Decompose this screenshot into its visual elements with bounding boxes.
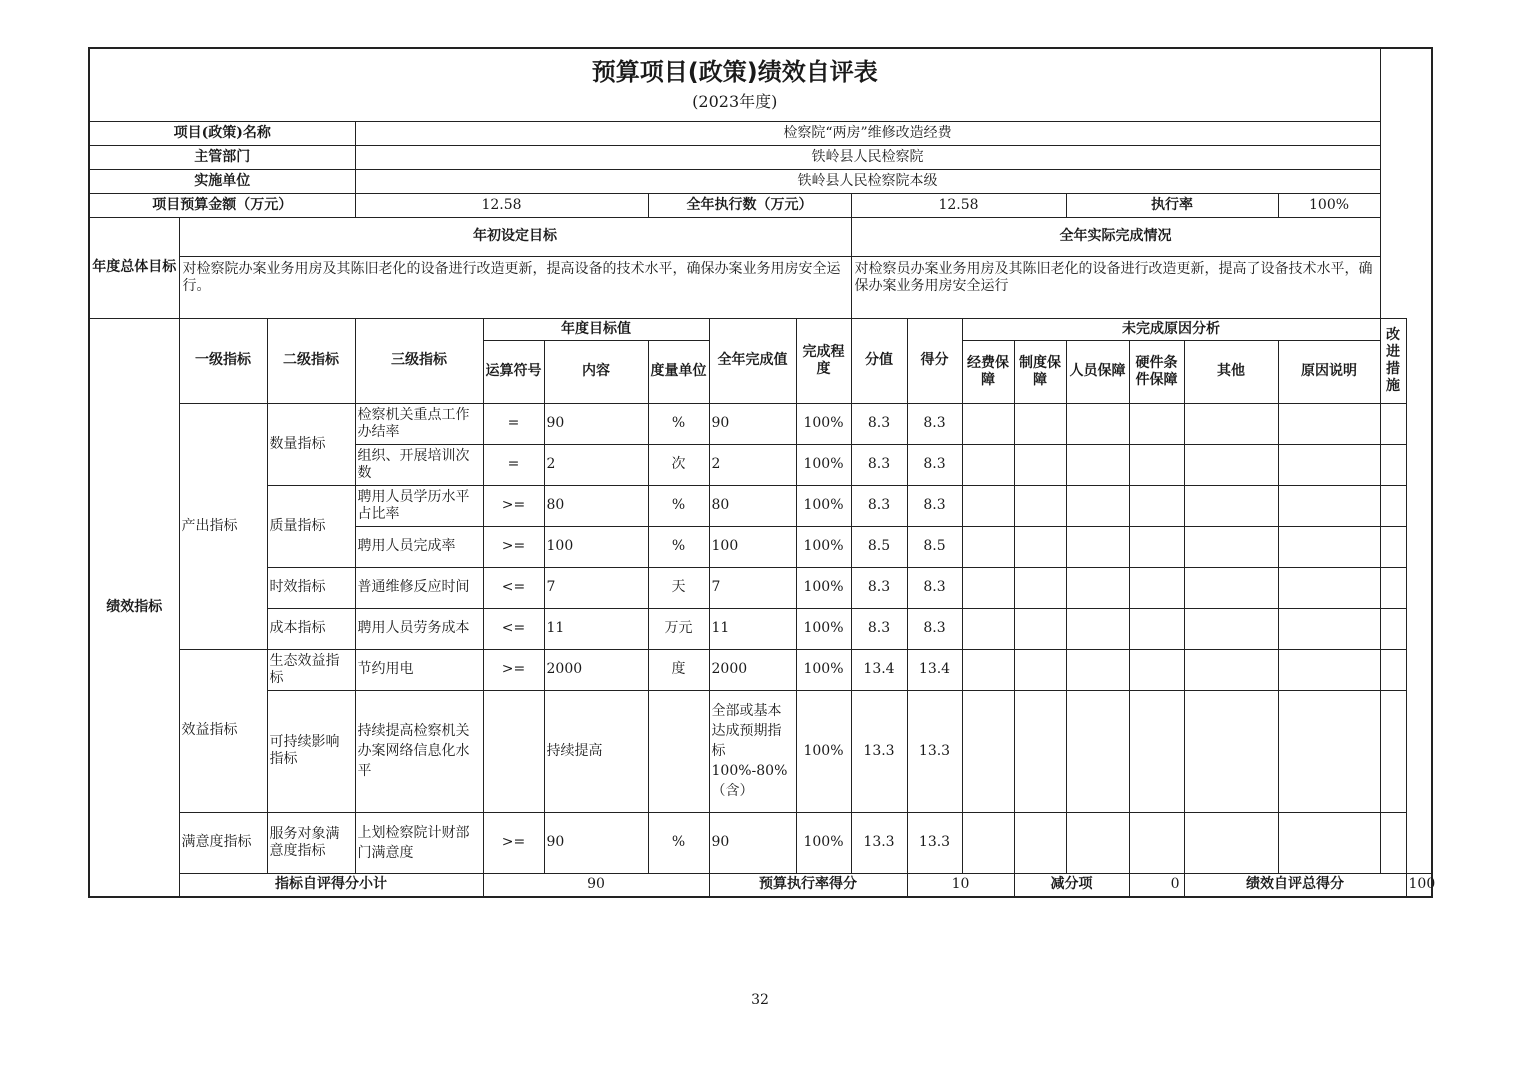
- level3-cell: 持续提高检察机关办案网络信息化水平: [355, 690, 483, 812]
- empty-cell: [1184, 526, 1278, 567]
- exec-label: 全年执行数（万元）: [648, 193, 851, 217]
- empty-cell: [1380, 649, 1406, 690]
- empty-cell: [1066, 485, 1129, 526]
- header-level3: 三级指标: [355, 318, 483, 403]
- score-cell: 8.5: [907, 526, 962, 567]
- initial-goal-text: 对检察院办案业务用房及其陈旧老化的设备进行改造更新，提高设备的技术水平，确保办案业务用房安全运行。: [179, 256, 851, 318]
- score-cell: 13.3: [907, 812, 962, 873]
- actual-cell: 100: [709, 526, 796, 567]
- empty-cell: [1278, 567, 1380, 608]
- empty-cell: [1014, 567, 1066, 608]
- operator-cell: >=: [483, 649, 544, 690]
- initial-goal-label: 年初设定目标: [179, 217, 851, 256]
- operator-cell: >=: [483, 526, 544, 567]
- page-title: 预算项目(政策)绩效自评表: [591, 58, 878, 86]
- content-cell: 80: [544, 485, 648, 526]
- unit-cell: 度: [648, 649, 709, 690]
- score-cell: 8.3: [907, 444, 962, 485]
- completion-cell: 100%: [796, 690, 851, 812]
- completion-cell: 100%: [796, 812, 851, 873]
- dept-value: 铁岭县人民检察院: [355, 145, 1380, 169]
- content-cell: 2000: [544, 649, 648, 690]
- empty-cell: [1014, 690, 1066, 812]
- subtotal-value: 90: [483, 873, 709, 897]
- actual-goal-label: 全年实际完成情况: [851, 217, 1380, 256]
- year-label: (2023年度): [692, 92, 778, 111]
- operator-cell: >=: [483, 485, 544, 526]
- content-cell: 11: [544, 608, 648, 649]
- actual-cell: 90: [709, 812, 796, 873]
- score-cell: 8.3: [907, 485, 962, 526]
- empty-cell: [1380, 812, 1406, 873]
- value-cell: 8.3: [851, 444, 907, 485]
- empty-cell: [1014, 812, 1066, 873]
- empty-cell: [1278, 812, 1380, 873]
- header-reason-group: 未完成原因分析: [962, 318, 1380, 340]
- operator-cell: >=: [483, 812, 544, 873]
- header-unit: 度量单位: [648, 340, 709, 403]
- unit-cell: 万元: [648, 608, 709, 649]
- level2-quality: 质量指标: [267, 485, 355, 567]
- level3-cell: 检察机关重点工作办结率: [355, 403, 483, 444]
- level1-satisfaction: 满意度指标: [179, 812, 267, 873]
- empty-cell: [962, 485, 1014, 526]
- empty-cell: [1278, 485, 1380, 526]
- empty-cell: [1066, 690, 1129, 812]
- empty-cell: [962, 690, 1014, 812]
- value-cell: 13.4: [851, 649, 907, 690]
- unit-cell: 次: [648, 444, 709, 485]
- actual-cell: 7: [709, 567, 796, 608]
- value-cell: 13.3: [851, 690, 907, 812]
- rate-value: 100%: [1278, 193, 1380, 217]
- budget-value: 12.58: [355, 193, 648, 217]
- empty-cell: [1184, 403, 1278, 444]
- level3-cell: 聘用人员学历水平占比率: [355, 485, 483, 526]
- empty-cell: [1380, 690, 1406, 812]
- level2-ecology: 生态效益指标: [267, 649, 355, 690]
- project-name: 检察院“两房”维修改造经费: [355, 121, 1380, 145]
- completion-cell: 100%: [796, 649, 851, 690]
- operator-cell: [483, 690, 544, 812]
- empty-cell: [1129, 649, 1184, 690]
- unit-cell: 天: [648, 567, 709, 608]
- empty-cell: [1066, 403, 1129, 444]
- empty-cell: [1278, 608, 1380, 649]
- empty-cell: [1014, 526, 1066, 567]
- completion-cell: 100%: [796, 485, 851, 526]
- empty-cell: [962, 567, 1014, 608]
- level3-cell: 上划检察院计财部门满意度: [355, 812, 483, 873]
- completion-cell: 100%: [796, 526, 851, 567]
- level2-quantity: 数量指标: [267, 403, 355, 485]
- table-row: [89, 608, 1432, 649]
- level1-benefit: 效益指标: [179, 649, 267, 812]
- actual-cell: 全部或基本达成预期指标100%-80%（含）: [709, 690, 796, 812]
- subtotal-label: 指标自评得分小计: [179, 873, 483, 897]
- header-operator: 运算符号: [483, 340, 544, 403]
- header-reason-hardware: 硬件条件保障: [1129, 340, 1184, 403]
- empty-cell: [1278, 444, 1380, 485]
- header-reason-fund: 经费保障: [962, 340, 1014, 403]
- performance-table: [88, 47, 1436, 898]
- content-cell: 100: [544, 526, 648, 567]
- table-row: [89, 812, 1432, 873]
- content-cell: 7: [544, 567, 648, 608]
- operator-cell: =: [483, 403, 544, 444]
- exec-score-label: 预算执行率得分: [709, 873, 907, 897]
- empty-cell: [1129, 567, 1184, 608]
- title-cell: [89, 48, 1380, 121]
- content-cell: 90: [544, 403, 648, 444]
- header-actual: 全年完成值: [709, 318, 796, 403]
- deduct-label: 减分项: [1014, 873, 1129, 897]
- empty-cell: [962, 649, 1014, 690]
- unit-cell: %: [648, 526, 709, 567]
- perf-label: 绩效指标: [89, 318, 179, 897]
- completion-cell: 100%: [796, 608, 851, 649]
- value-cell: 8.3: [851, 485, 907, 526]
- level3-cell: 组织、开展培训次数: [355, 444, 483, 485]
- header-reason-staff: 人员保障: [1066, 340, 1129, 403]
- empty-cell: [1278, 526, 1380, 567]
- empty-cell: [1014, 608, 1066, 649]
- completion-cell: 100%: [796, 567, 851, 608]
- total-value: 100: [1406, 873, 1432, 897]
- header-reason-explain: 原因说明: [1278, 340, 1380, 403]
- level3-cell: 普通维修反应时间: [355, 567, 483, 608]
- value-cell: 8.3: [851, 403, 907, 444]
- empty-cell: [1129, 485, 1184, 526]
- header-target-group: 年度目标值: [483, 318, 709, 340]
- empty-cell: [1066, 526, 1129, 567]
- header-reason-other: 其他: [1184, 340, 1278, 403]
- unit-value: 铁岭县人民检察院本级: [355, 169, 1380, 193]
- header-level1: 一级指标: [179, 318, 267, 403]
- level1-output: 产出指标: [179, 403, 267, 649]
- level3-cell: 聘用人员完成率: [355, 526, 483, 567]
- empty-cell: [1380, 526, 1406, 567]
- dept-label: 主管部门: [89, 145, 355, 169]
- actual-cell: 90: [709, 403, 796, 444]
- total-label: 绩效自评总得分: [1184, 873, 1406, 897]
- unit-cell: %: [648, 403, 709, 444]
- header-score: 得分: [907, 318, 962, 403]
- unit-cell: %: [648, 812, 709, 873]
- empty-cell: [1184, 812, 1278, 873]
- actual-cell: 80: [709, 485, 796, 526]
- actual-goal-text: 对检察员办案业务用房及其陈旧老化的设备进行改造更新，提高了设备技术水平，确保办案业务用房安全运行: [851, 256, 1380, 318]
- empty-cell: [1184, 485, 1278, 526]
- budget-label: 项目预算金额（万元）: [89, 193, 355, 217]
- empty-cell: [1014, 649, 1066, 690]
- score-cell: 8.3: [907, 608, 962, 649]
- empty-cell: [962, 526, 1014, 567]
- exec-score-value: 10: [907, 873, 1014, 897]
- empty-cell: [962, 444, 1014, 485]
- empty-cell: [1380, 403, 1406, 444]
- header-level2: 二级指标: [267, 318, 355, 403]
- level3-cell: 节约用电: [355, 649, 483, 690]
- empty-cell: [1066, 812, 1129, 873]
- header-score-value: 分值: [851, 318, 907, 403]
- level2-service: 服务对象满意度指标: [267, 812, 355, 873]
- empty-cell: [962, 812, 1014, 873]
- rate-label: 执行率: [1066, 193, 1278, 217]
- score-cell: 8.3: [907, 403, 962, 444]
- unit-cell: [648, 690, 709, 812]
- header-content: 内容: [544, 340, 648, 403]
- content-cell: 90: [544, 812, 648, 873]
- score-cell: 13.3: [907, 690, 962, 812]
- empty-cell: [1129, 690, 1184, 812]
- empty-cell: [1066, 444, 1129, 485]
- score-cell: 13.4: [907, 649, 962, 690]
- empty-cell: [1184, 608, 1278, 649]
- unit-label: 实施单位: [89, 169, 355, 193]
- empty-cell: [1066, 608, 1129, 649]
- empty-cell: [1278, 649, 1380, 690]
- level2-timeliness: 时效指标: [267, 567, 355, 608]
- header-improve: 改进措施: [1380, 318, 1406, 403]
- empty-cell: [1129, 403, 1184, 444]
- header-reason-system: 制度保障: [1014, 340, 1066, 403]
- actual-cell: 11: [709, 608, 796, 649]
- table-row: [89, 690, 1432, 812]
- level3-cell: 聘用人员劳务成本: [355, 608, 483, 649]
- table-row: [89, 403, 1432, 444]
- empty-cell: [962, 403, 1014, 444]
- actual-cell: 2: [709, 444, 796, 485]
- empty-cell: [1278, 690, 1380, 812]
- completion-cell: 100%: [796, 403, 851, 444]
- goals-label: 年度总体目标: [89, 217, 179, 318]
- operator-cell: =: [483, 444, 544, 485]
- content-cell: 持续提高: [544, 690, 648, 812]
- empty-cell: [1129, 526, 1184, 567]
- value-cell: 13.3: [851, 812, 907, 873]
- page-number: 32: [751, 992, 769, 1008]
- value-cell: 8.5: [851, 526, 907, 567]
- level2-sustain: 可持续影响指标: [267, 690, 355, 812]
- empty-cell: [1129, 812, 1184, 873]
- empty-cell: [1380, 567, 1406, 608]
- value-cell: 8.3: [851, 608, 907, 649]
- empty-cell: [1014, 444, 1066, 485]
- project-name-label: 项目(政策)名称: [89, 121, 355, 145]
- score-cell: 8.3: [907, 567, 962, 608]
- empty-cell: [1184, 567, 1278, 608]
- empty-cell: [1129, 444, 1184, 485]
- empty-cell: [1380, 608, 1406, 649]
- completion-cell: 100%: [796, 444, 851, 485]
- deduct-value: 0: [1129, 873, 1184, 897]
- empty-cell: [1066, 649, 1129, 690]
- unit-cell: %: [648, 485, 709, 526]
- empty-cell: [1184, 649, 1278, 690]
- empty-cell: [1184, 690, 1278, 812]
- empty-cell: [1129, 608, 1184, 649]
- actual-cell: 2000: [709, 649, 796, 690]
- empty-cell: [1014, 485, 1066, 526]
- level2-cost: 成本指标: [267, 608, 355, 649]
- operator-cell: <=: [483, 567, 544, 608]
- exec-value: 12.58: [851, 193, 1066, 217]
- table-row: [89, 567, 1432, 608]
- value-cell: 8.3: [851, 567, 907, 608]
- empty-cell: [1380, 444, 1406, 485]
- header-completion: 完成程度: [796, 318, 851, 403]
- empty-cell: [1380, 485, 1406, 526]
- empty-cell: [1066, 567, 1129, 608]
- empty-cell: [1278, 403, 1380, 444]
- table-row: [89, 485, 1432, 526]
- empty-cell: [1014, 403, 1066, 444]
- table-row: [89, 649, 1432, 690]
- empty-cell: [962, 608, 1014, 649]
- operator-cell: <=: [483, 608, 544, 649]
- empty-cell: [1184, 444, 1278, 485]
- content-cell: 2: [544, 444, 648, 485]
